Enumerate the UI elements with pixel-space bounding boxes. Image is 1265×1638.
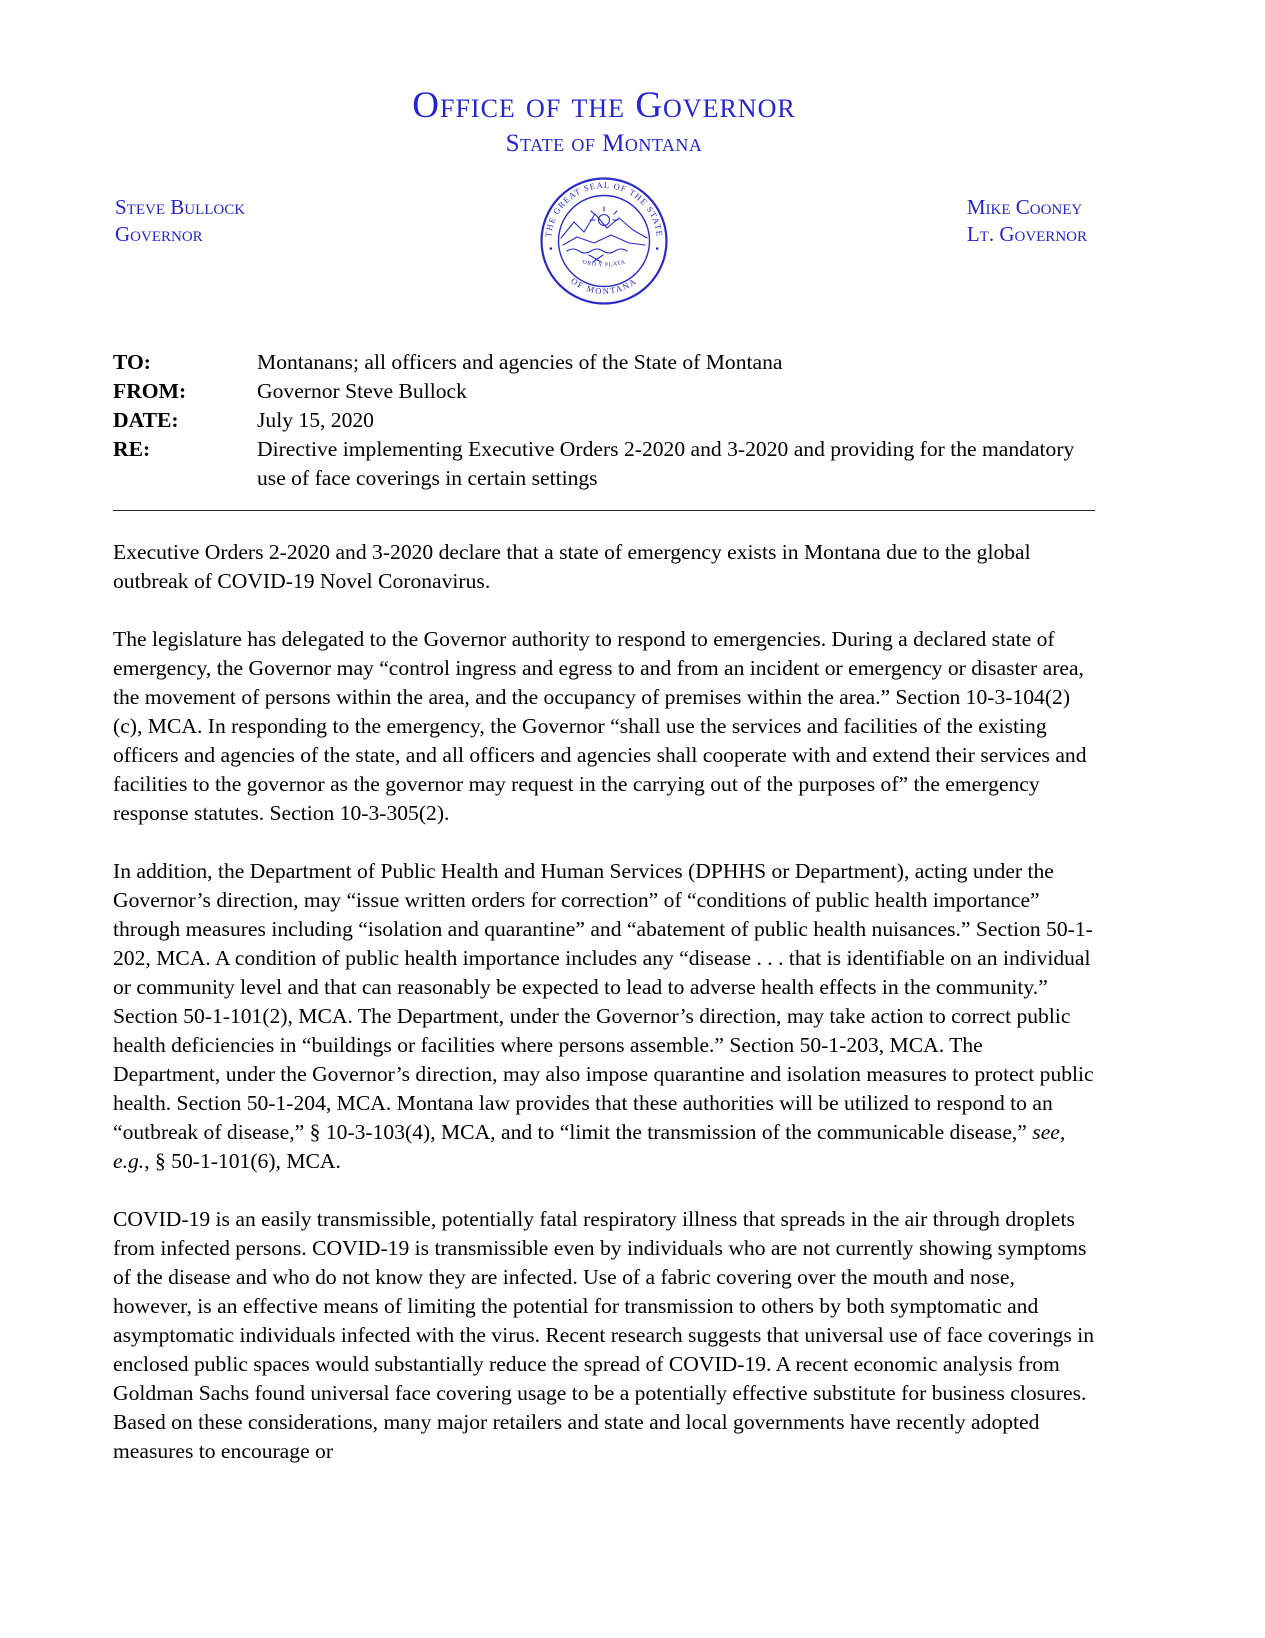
- letterhead-title: Office of the Governor: [412, 85, 796, 126]
- memo-to-value: Montanans; all officers and agencies of the State of Montana: [257, 350, 783, 374]
- governor-block: [115, 194, 245, 248]
- governor-name: Steve Bullock: [115, 195, 246, 219]
- paragraph-dphhs-authority: [113, 857, 1095, 1176]
- letterhead-subtitle: State of Montana: [505, 130, 703, 157]
- letterhead: [113, 84, 1095, 320]
- officials-row: [113, 168, 1095, 320]
- svg-text:THE GREAT SEAL OF THE STATE: THE GREAT SEAL OF THE STATE: [543, 179, 665, 238]
- memo-re-label: RE:: [113, 437, 151, 461]
- governor-title: Governor: [115, 222, 203, 246]
- lt-governor-title: Lt. Governor: [966, 222, 1087, 246]
- paragraph-legislature-authority: The legislature has delegated to the Governor authority to respond to emergencies. During a declared state of emergency, the Governor may “control ingress and egress to and from an incident or emergency or disaster area, the movement of persons within the area, and the occupancy of premises within the area.” Section 10-3-104(2)(c), MCA. In responding to the emergency, the Governor “shall use the services and facilities of the existing officers and agencies of the state, and all officers and agencies shall cooperate with and extend their services and facilities to the governor as the governor may request in the carrying out of the purposes of” the emergency response statutes. Section 10-3-305(2).: [113, 627, 1087, 825]
- paragraph-dphhs-citation-signal: see, e.g.: [113, 1120, 1066, 1173]
- memo-from-label: FROM:: [113, 379, 187, 403]
- paragraph-dphhs-citation: , § 50-1-101(6), MCA.: [144, 1149, 341, 1173]
- memo-date-label: DATE:: [113, 408, 179, 432]
- memo-date-value: July 15, 2020: [257, 408, 374, 432]
- memo-header: [113, 348, 1095, 493]
- memo-divider: [113, 510, 1095, 511]
- letter-body: [113, 538, 1095, 1466]
- lt-governor-name: Mike Cooney: [966, 195, 1083, 219]
- montana-state-seal-icon: [539, 168, 669, 311]
- paragraph-dphhs-text: In addition, the Department of Public Health and Human Services (DPHHS or Department), acting under the Governor’s direction, may “issue written orders for correction” of “conditions of public health importance” through measures including “isolation and quarantine” and “abatement of public health nuisances.” Section 50-1-202, MCA. A condition of public health importance includes any “disease . . . that is identifiable on an individual or community level and that can reasonably be expected to lead to adverse health effects in the community.” Section 50-1-101(2), MCA. The Department, under the Governor’s direction, may take action to correct public health deficiencies in “buildings or facilities where persons assemble.” Section 50-1-203, MCA. The Department, under the Governor’s direction, may also impose quarantine and isolation measures to protect public health. Section 50-1-204, MCA. Montana law provides that these authorities will be utilized to respond to an “outbreak of disease,” § 10-3-103(4), MCA, and to “limit the transmission of the communicable disease,”: [113, 859, 1094, 1144]
- memo-from-value: Governor Steve Bullock: [257, 379, 467, 403]
- memo-to-label: TO:: [113, 350, 151, 374]
- lt-governor-block: [967, 194, 1087, 248]
- svg-text:OF MONTANA: OF MONTANA: [569, 275, 639, 297]
- paragraph-covid-transmission: COVID-19 is an easily transmissible, potentially fatal respiratory illness that spreads in the air through droplets from infected persons. COVID-19 is transmissible even by individuals who are not currently showing symptoms of the disease and who do not know they are infected. Use of a fabric covering over the mouth and nose, however, is an effective means of limiting the potential for transmission to others by both symptomatic and asymptomatic individuals infected with the virus. Recent research suggests that universal use of face coverings in enclosed public spaces would substantially reduce the spread of COVID-19. A recent economic analysis from Goldman Sachs found universal face covering usage to be a potentially effective substitute for business closures. Based on these considerations, many major retailers and state and local governments have recently adopted measures to encourage or: [113, 1207, 1095, 1463]
- paragraph-executive-orders: Executive Orders 2-2020 and 3-2020 declare that a state of emergency exists in Montana due to the global outbreak of COVID-19 Novel Coronavirus.: [113, 540, 1031, 593]
- memo-re-value: Directive implementing Executive Orders 2-2020 and 3-2020 and providing for the mandatory use of face coverings in certain settings: [257, 437, 1075, 490]
- svg-text:ORO Y PLATA: ORO Y PLATA: [581, 259, 627, 269]
